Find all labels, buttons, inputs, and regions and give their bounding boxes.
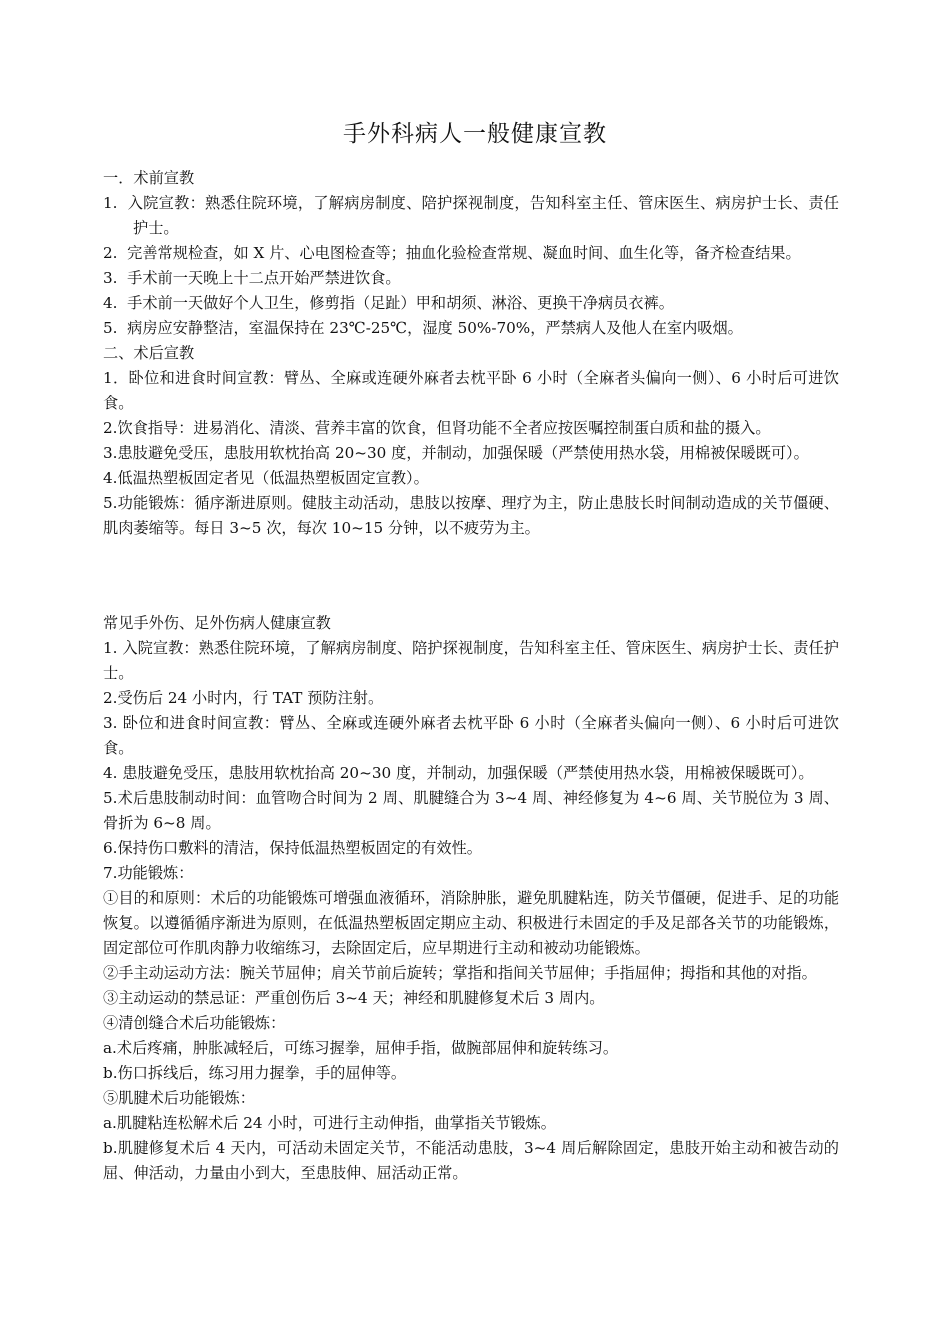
preop-item: 5. 病房应安静整洁，室温保持在 23℃-25℃，湿度 50%-70%，严禁病人及他人在室内吸烟。 bbox=[103, 319, 743, 337]
document-title: 手外科病人一般健康宣教 bbox=[343, 121, 607, 147]
injury-heading: 常见手外伤、足外伤病人健康宣教 bbox=[103, 614, 331, 632]
preop-heading: 一．术前宣教 bbox=[103, 169, 195, 187]
injury-paragraph: ③主动运动的禁忌证：严重创伤后 3~4 天；神经和肌腱修复术后 3 周内。 bbox=[103, 989, 605, 1007]
injury-paragraph: 3. 卧位和进食时间宣教：臂丛、全麻或连硬外麻者去枕平卧 6 小时（全麻者头偏向一侧）、6 小时后可进饮食。 bbox=[103, 714, 839, 757]
postop-paragraph: 4.低温热塑板固定者见（低温热塑板固定宣教）。 bbox=[103, 469, 429, 487]
preop-item: 3. 手术前一天晚上十二点开始严禁进饮食。 bbox=[103, 269, 401, 287]
injury-paragraph: 6.保持伤口敷料的清洁，保持低温热塑板固定的有效性。 bbox=[103, 839, 482, 857]
injury-paragraph: 7.功能锻炼： bbox=[103, 864, 194, 882]
injury-paragraph: b.肌腱修复术后 4 天内，可活动未固定关节，不能活动患肢，3~4 周后解除固定，患肢开始主动和被告动的屈、伸活动，力量由小到大，至患肢伸、屈活动正常。 bbox=[103, 1139, 839, 1182]
postop-paragraph: 2.饮食指导：进易消化、清淡、营养丰富的饮食，但肾功能不全者应按医嘱控制蛋白质和盐的摄入。 bbox=[103, 419, 771, 437]
injury-paragraph: 2.受伤后 24 小时内，行 TAT 预防注射。 bbox=[103, 689, 384, 707]
preop-item: 4. 手术前一天做好个人卫生，修剪指（足趾）甲和胡须、淋浴、更换干净病员衣裤。 bbox=[103, 294, 674, 312]
injury-paragraph: 1. 入院宣教：熟悉住院环境，了解病房制度、陪护探视制度，告知科室主任、管床医生、病房护士长、责任护士。 bbox=[103, 639, 839, 682]
injury-paragraph: 4. 患肢避免受压，患肢用软枕抬高 20~30 度，并制动，加强保暖（严禁使用热水袋，用棉被保暖既可）。 bbox=[103, 764, 814, 782]
injury-paragraph: ⑤肌腱术后功能锻炼： bbox=[103, 1089, 255, 1107]
postop-heading: 二、术后宣教 bbox=[103, 344, 195, 362]
injury-paragraph: ①目的和原则：术后的功能锻炼可增强血液循环，消除肿胀，避免肌腱粘连，防关节僵硬，促进手、足的功能恢复。以遵循循序渐进为原则，在低温热塑板固定期应主动、积极进行未固定的手及足部各关节的功能锻炼，固定部位可作肌肉静力收缩练习，去除固定后，应早期进行主动和被动功能锻炼。 bbox=[103, 889, 839, 957]
preop-and-postop-section bbox=[103, 166, 839, 541]
injury-paragraph: a.术后疼痛，肿胀减轻后，可练习握拳，屈伸手指，做腕部屈伸和旋转练习。 bbox=[103, 1039, 619, 1057]
injury-paragraph: ②手主动运动方法：腕关节屈伸；肩关节前后旋转；掌指和指间关节屈伸；手指屈伸；拇指和其他的对指。 bbox=[103, 964, 817, 982]
postop-paragraph: 3.患肢避免受压，患肢用软枕抬高 20~30 度，并制动，加强保暖（严禁使用热水袋，用棉被保暖既可）。 bbox=[103, 444, 809, 462]
postop-paragraph: 1．卧位和进食时间宣教：臂丛、全麻或连硬外麻者去枕平卧 6 小时（全麻者头偏向一侧）、6 小时后可进饮食。 bbox=[103, 369, 839, 412]
injury-paragraph: a.肌腱粘连松解术后 24 小时，可进行主动伸指，曲掌指关节锻炼。 bbox=[103, 1114, 556, 1132]
injury-paragraph: 5.术后患肢制动时间：血管吻合时间为 2 周、肌腱缝合为 3~4 周、神经修复为 4~6 周、关节脱位为 3 周、骨折为 6~8 周。 bbox=[103, 789, 839, 832]
postop-paragraph: 5.功能锻炼：循序渐进原则。健肢主动活动，患肢以按摩、理疗为主，防止患肢长时间制动造成的关节僵硬、肌肉萎缩等。每日 3~5 次，每次 10~15 分钟，以不疲劳为主。 bbox=[103, 494, 839, 537]
preop-item: 2. 完善常规检查，如 X 片、心电图检查等；抽血化验检查常规、凝血时间、血生化等，备齐检查结果。 bbox=[103, 244, 801, 262]
preop-item: 1. 入院宣教：熟悉住院环境，了解病房制度、陪护探视制度，告知科室主任、管床医生、病房护士长、责任护士。 bbox=[103, 194, 839, 237]
injury-paragraph: b.伤口拆线后，练习用力握拳，手的屈伸等。 bbox=[103, 1064, 407, 1082]
hand-foot-injury-section bbox=[103, 611, 839, 1186]
injury-paragraph: ④清创缝合术后功能锻炼： bbox=[103, 1014, 286, 1032]
